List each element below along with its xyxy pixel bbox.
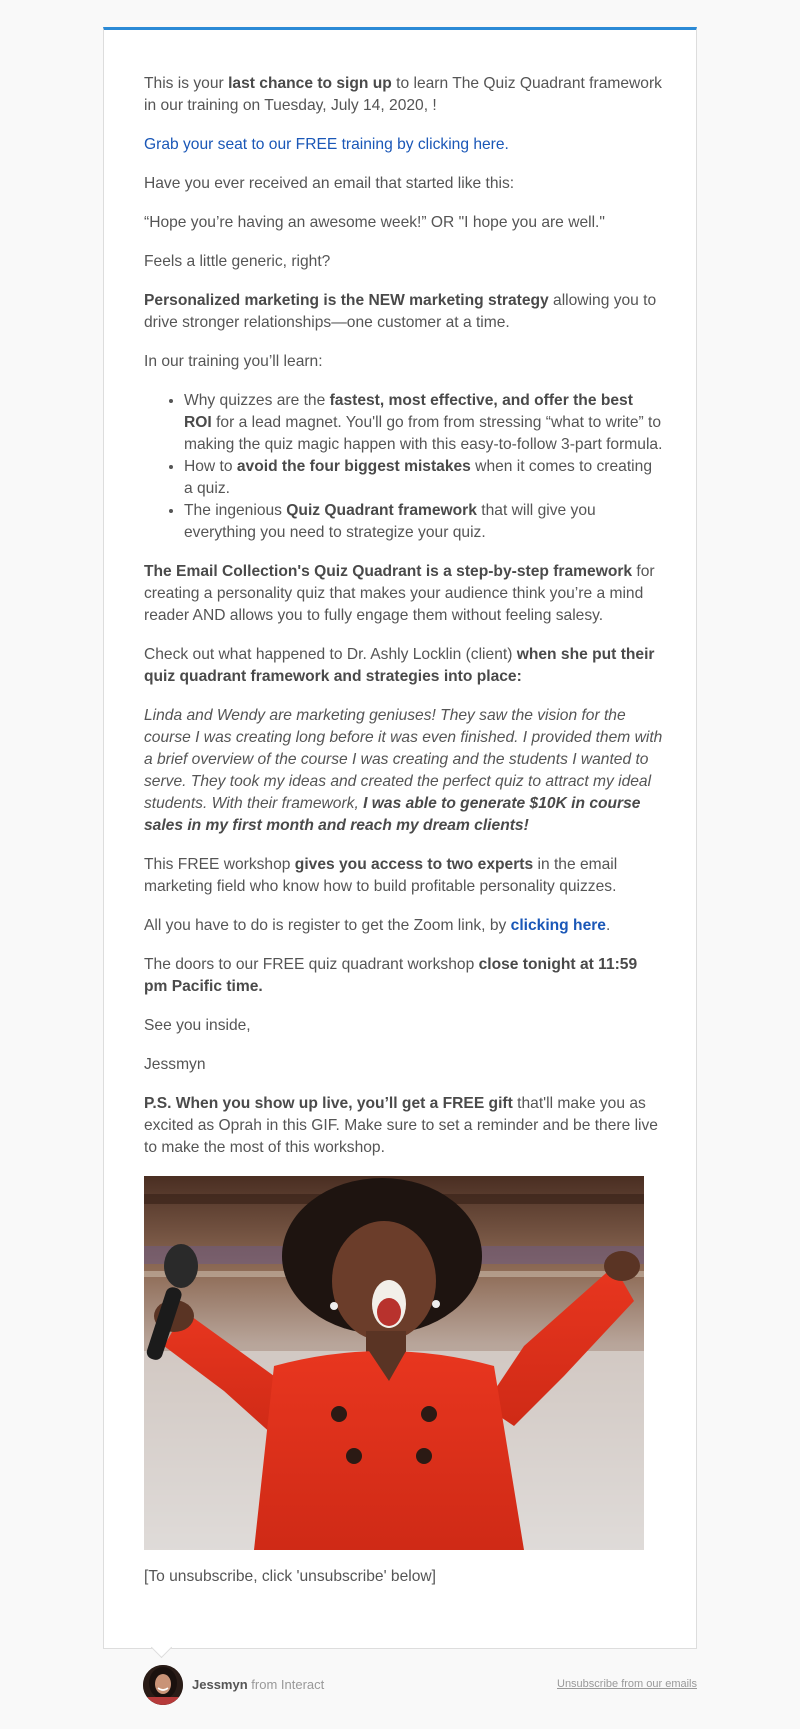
generic-paragraph: Feels a little generic, right? [144, 253, 331, 270]
learn-list [144, 390, 664, 544]
question-paragraph: Have you ever received an email that started like this: [144, 175, 515, 192]
example-greeting-paragraph: “Hope you’re having an awesome week!” OR "I hope you are well." [144, 214, 605, 231]
ps-paragraph: P.S. When you show up live, you’ll get a FREE gift that'll make you as excited as Oprah in this GIF. Make sure to set a reminder and be there live to make the most of this workshop. [144, 1095, 658, 1156]
list-item: • The ingenious Quiz Quadrant framework that will give you everything you need to strategize your quiz. [184, 500, 664, 544]
list-item: • How to avoid the four biggest mistakes when it comes to creating a quiz. [184, 456, 664, 500]
case-study-paragraph: Check out what happened to Dr. Ashly Locklin (client) when she put their quiz quadrant framework and strategies into place: [144, 646, 655, 685]
learn-intro: In our training you’ll learn: [144, 353, 323, 370]
personalized-paragraph: Personalized marketing is the NEW marketing strategy allowing you to drive stronger relationships—one customer at a time. [144, 292, 657, 331]
email-body [144, 73, 664, 1605]
grab-seat-link[interactable]: Grab your seat to our FREE training by clicking here. [144, 136, 509, 153]
register-link[interactable]: clicking here [510, 917, 606, 934]
list-item: • Why quizzes are the fastest, most effective, and offer the best ROI for a lead magnet. You'll go from from stressing “what to write” to making the quiz magic happen with this easy-to-follow 3-part formula. [184, 390, 664, 456]
intro-paragraph: This is your last chance to sign up to learn The Quiz Quadrant framework in our training on Tuesday, July 14, 2020, ! [144, 75, 662, 114]
unsubscribe-note: [To unsubscribe, click 'unsubscribe' below] [144, 1568, 436, 1585]
email-footer [143, 1665, 697, 1705]
sender-org: from Interact [247, 1677, 325, 1692]
deadline-paragraph: The doors to our FREE quiz quadrant workshop close tonight at 11:59 pm Pacific time. [144, 956, 638, 995]
signoff-paragraph: See you inside, [144, 1017, 251, 1034]
sender-avatar-image [143, 1665, 183, 1705]
signature: Jessmyn [144, 1056, 206, 1073]
register-paragraph: All you have to do is register to get the Zoom link, by clicking here. [144, 917, 611, 934]
workshop-paragraph: This FREE workshop gives you access to two experts in the email marketing field who know how to build profitable personality quizzes. [144, 856, 618, 895]
seat-paragraph [144, 134, 664, 156]
oprah-gif-image [144, 1176, 644, 1550]
sender-name: Jessmyn [192, 1677, 248, 1692]
sender-line [192, 1677, 324, 1692]
avatar [143, 1665, 183, 1705]
framework-paragraph: The Email Collection's Quiz Quadrant is a step-by-step framework for creating a personality quiz that makes your audience think you’re a mind reader AND allows you to fully engage them without feeling salesy. [144, 563, 655, 624]
testimonial-quote: Linda and Wendy are marketing geniuses! They saw the vision for the course I was creating long before it was even finished. I provided them with a brief overview of the course I was creating and the students I wanted to serve. They took my ideas and created the perfect quiz to attract my ideal students. With their framework, I was able to generate $10K in course sales in my first month and reach my dream clients! [144, 707, 663, 834]
email-card [103, 27, 697, 1649]
unsubscribe-link[interactable]: Unsubscribe from our emails [557, 1678, 697, 1690]
oprah-gif-illustration [144, 1176, 644, 1550]
